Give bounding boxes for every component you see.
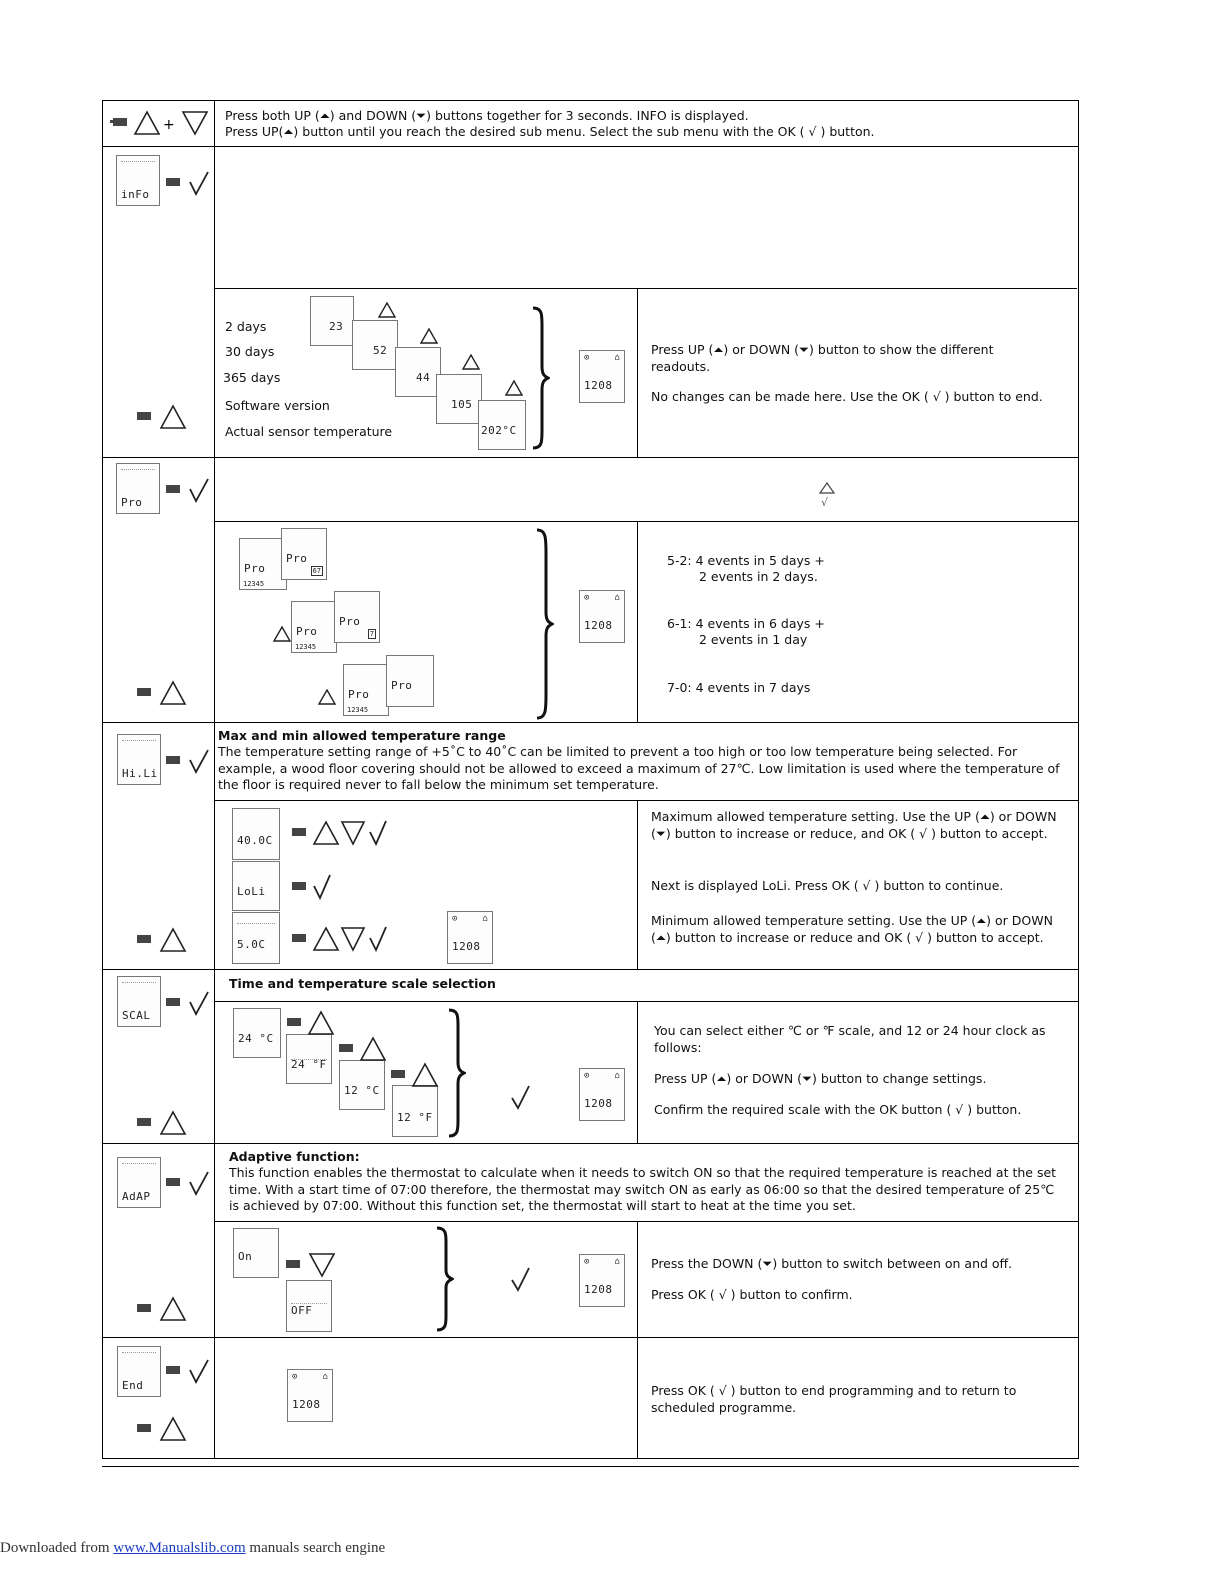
up-arrow-icon	[273, 626, 291, 642]
scal-lcd-24f: 24 °F	[286, 1034, 332, 1084]
clock-lcd: ⊙ ⌂ 1208	[287, 1369, 333, 1422]
ok-press-icon	[290, 872, 340, 900]
info-lcd-software: 105	[436, 374, 482, 424]
footer-prefix: Downloaded from	[0, 1540, 114, 1556]
hili-heading: Max and min allowed temperature range	[218, 728, 506, 743]
ok-press-icon	[164, 990, 212, 1016]
info-lcd-30-days: 52	[352, 320, 398, 370]
menu-lcd-pro: Pro	[116, 463, 160, 514]
info-lcd-sensor: 202°C	[478, 400, 526, 450]
up-press-icon	[135, 1294, 191, 1322]
scal-lcd-12c: 12 °C	[339, 1060, 385, 1110]
ok-check-icon	[510, 1084, 532, 1110]
press-up-plus-down-icon	[110, 108, 210, 138]
ok-press-icon	[164, 1170, 212, 1196]
up-press-icon	[135, 925, 191, 953]
ok-press-icon	[164, 477, 212, 503]
intro-line-2: Press UP(⏶) button until you reach the desired sub menu. Select the sub menu with the OK ( √ ) button.	[225, 124, 875, 139]
scal-text-2: Press UP (⏶) or DOWN (⏷) button to change settings.	[654, 1071, 987, 1086]
hili-paragraph: The temperature setting range of +5˚C to 40˚C can be limited to prevent a too high or too low temperature being selected. For example, a wood floor covering should not be allowed to exceed a maximum of 27℃. Low limitation is used where the temperature of the floor is required never to fall below the minimum set temperature.	[218, 744, 1060, 792]
clock-lcd: ⊙ ⌂ 1208	[579, 1254, 625, 1307]
menu-lcd-adap: AdAP	[117, 1157, 161, 1208]
menu-lcd-scal: SCAL	[117, 976, 161, 1027]
info-lcd-365-days: 44	[395, 347, 441, 397]
up-press-icon	[135, 402, 191, 430]
up-down-icon-group	[110, 108, 210, 142]
ok-press-icon	[164, 748, 212, 774]
up-arrow-icon	[318, 689, 336, 705]
clock-lcd: ⊙ ⌂ 1208	[579, 1068, 625, 1121]
pro-lcd-7-0-a: Pro 12345	[343, 664, 389, 716]
up-press-icon	[135, 678, 191, 706]
up-arrow-icon	[420, 328, 438, 344]
pro-lcd-5-2-b: Pro 67	[281, 528, 327, 580]
adap-text-2: Press OK ( √ ) button to confirm.	[651, 1287, 853, 1302]
adap-text-1: Press the DOWN (⏷) button to switch between on and off.	[651, 1256, 1013, 1271]
pro-option-6-1-line-2: 2 events in 1 day	[699, 632, 808, 647]
ok-press-icon	[164, 1358, 212, 1384]
download-footer	[0, 1540, 385, 1557]
up-arrow-icon	[505, 380, 523, 396]
up-arrow-icon	[819, 482, 835, 494]
down-press-icon	[284, 1250, 340, 1278]
pro-option-7-0: 7-0: 4 events in 7 days	[667, 680, 811, 695]
footer-link[interactable]: www.Manualslib.com	[113, 1540, 246, 1556]
hili-text-loli: Next is displayed LoLi. Press OK ( √ ) button to continue.	[651, 878, 1004, 893]
check-icon: √	[821, 496, 829, 509]
scal-heading: Time and temperature scale selection	[229, 976, 496, 991]
curly-brace-icon	[530, 306, 550, 450]
adap-paragraph: This function enables the thermostat to calculate when it needs to switch ON so that the required temperature is reached at the set time. With a start time of 07:00 therefore, the thermostat may switch ON as early as 06:00 so that the desired temperature of 25℃ is achieved by 07:00. Without this function set, the thermostat will start to heat at the time you set.	[229, 1165, 1057, 1213]
ok-press-icon	[164, 170, 212, 196]
up-arrow-icon	[462, 354, 480, 370]
up-press-icon	[389, 1060, 443, 1088]
adap-heading: Adaptive function:	[229, 1149, 360, 1164]
hili-text-max: Maximum allowed temperature setting. Use the UP (⏶) or DOWN (⏷) button to increase or reduce, and OK ( √ ) button to accept.	[651, 809, 1057, 841]
footer-suffix: manuals search engine	[245, 1540, 386, 1556]
clock-lcd: ⊙ ⌂ 1208	[579, 350, 625, 403]
info-text-1: Press UP (⏶) or DOWN (⏷) button to show the different readouts.	[651, 342, 994, 374]
hili-lcd-max: 40.0C	[232, 808, 280, 860]
end-text: Press OK ( √ ) button to end programming and to return to scheduled programme.	[651, 1383, 1017, 1415]
info-label-365-days: 365 days	[223, 370, 281, 385]
clock-lcd: ⊙ ⌂ 1208	[579, 590, 625, 643]
info-label-2-days: 2 days	[225, 319, 267, 334]
menu-lcd-hili: Hi.Li	[117, 734, 161, 785]
up-down-ok-press-icon	[290, 818, 390, 846]
scal-text-1: You can select either ℃ or ℉ scale, and 12 or 24 hour clock as follows:	[654, 1023, 1046, 1055]
info-label-software-version: Software version	[225, 398, 330, 413]
pro-lcd-7-0-b: Pro	[386, 655, 434, 707]
curly-brace-icon	[534, 528, 554, 720]
info-label-30-days: 30 days	[225, 344, 275, 359]
scal-lcd-24c: 24 °C	[233, 1008, 281, 1058]
info-text-2: No changes can be made here. Use the OK ( √ ) button to end.	[651, 389, 1043, 404]
ok-check-icon	[510, 1266, 532, 1292]
pro-option-6-1-line-1: 6-1: 4 events in 6 days +	[667, 616, 825, 631]
pro-lcd-5-2-a: Pro 12345	[239, 538, 287, 590]
pro-lcd-6-1-a: Pro 12345	[291, 601, 337, 653]
menu-lcd-end: End	[117, 1346, 161, 1397]
pro-lcd-6-1-b: Pro 7	[334, 591, 380, 643]
adap-lcd-on: On	[233, 1228, 279, 1278]
hili-text-min: Minimum allowed temperature setting. Use the UP (⏶) or DOWN (⏶) button to increase or reduce and OK ( √ ) button to accept.	[651, 913, 1053, 945]
hili-lcd-min: 5.0C	[232, 912, 280, 964]
info-lcd-2-days: 23	[310, 296, 354, 346]
up-press-icon	[135, 1414, 191, 1442]
up-arrow-icon	[378, 302, 396, 318]
up-down-ok-press-icon	[290, 924, 390, 952]
svg-text:+: +	[163, 117, 175, 133]
scal-text-3: Confirm the required scale with the OK button ( √ ) button.	[654, 1102, 1022, 1117]
pro-option-5-2-line-1: 5-2: 4 events in 5 days +	[667, 553, 825, 568]
intro-line-1: Press both UP (⏶) and DOWN (⏷) buttons together for 3 seconds. INFO is displayed.	[225, 108, 749, 123]
menu-lcd-info: inFo	[116, 155, 160, 206]
up-press-icon	[135, 1108, 191, 1136]
pro-option-5-2-line-2: 2 events in 2 days.	[699, 569, 818, 584]
curly-brace-icon	[446, 1008, 466, 1138]
curly-brace-icon	[434, 1226, 454, 1332]
up-press-icon	[337, 1034, 391, 1062]
hili-lcd-loli: LoLi	[232, 861, 280, 911]
scal-lcd-12f: 12 °F	[392, 1085, 438, 1137]
up-press-icon	[285, 1008, 339, 1036]
info-label-sensor-temp: Actual sensor temperature	[225, 424, 393, 439]
adap-lcd-off: OFF	[286, 1280, 332, 1332]
clock-lcd: ⊙ ⌂ 1208	[447, 911, 493, 964]
